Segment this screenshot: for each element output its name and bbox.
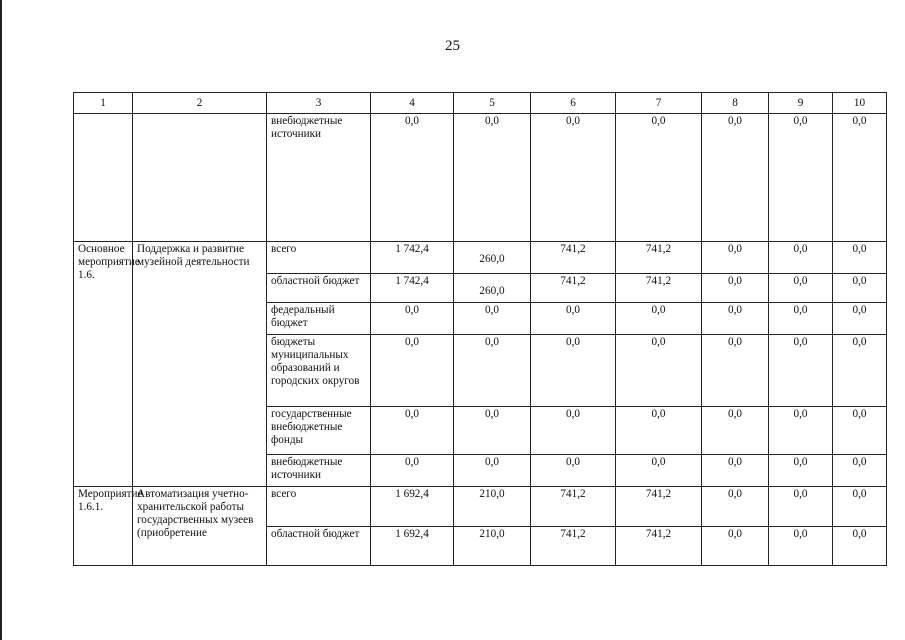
value-cell: 741,2 — [531, 527, 616, 566]
value-cell: 1 742,4 — [371, 242, 454, 274]
budget-table — [73, 92, 887, 566]
value-cell: 741,2 — [531, 242, 616, 274]
value-cell: 741,2 — [616, 527, 702, 566]
table-row — [74, 487, 887, 527]
header-cell: 5 — [454, 93, 531, 114]
value-cell: 0,0 — [769, 407, 833, 455]
funding-source: областной бюджет — [267, 274, 371, 303]
measure-name-cell — [133, 114, 267, 242]
header-row — [74, 93, 887, 114]
value-cell: 0,0 — [371, 407, 454, 455]
value-cell: 0,0 — [769, 455, 833, 487]
value-cell: 0,0 — [454, 114, 531, 242]
value-cell: 1 742,4 — [371, 274, 454, 303]
value-cell: 0,0 — [833, 242, 887, 274]
value-cell: 0,0 — [833, 455, 887, 487]
value-cell: 741,2 — [616, 242, 702, 274]
value-cell: 0,0 — [702, 455, 769, 487]
value-cell: 0,0 — [371, 455, 454, 487]
value-cell: 0,0 — [702, 242, 769, 274]
header-cell: 6 — [531, 93, 616, 114]
value-cell: 210,0 — [454, 487, 531, 527]
value-cell: 0,0 — [371, 114, 454, 242]
measure-id-cell: Мероприятие 1.6.1. — [74, 487, 133, 566]
header-cell: 10 — [833, 93, 887, 114]
funding-source: внебюджетные источники — [267, 114, 371, 242]
value-cell: 0,0 — [702, 335, 769, 407]
value-cell: 741,2 — [616, 274, 702, 303]
value-cell: 0,0 — [616, 407, 702, 455]
table-row — [74, 242, 887, 274]
value-cell: 0,0 — [833, 487, 887, 527]
value-cell: 0,0 — [702, 487, 769, 527]
value-cell: 1 692,4 — [371, 527, 454, 566]
value-cell: 0,0 — [531, 114, 616, 242]
value-cell: 0,0 — [454, 455, 531, 487]
funding-source: всего — [267, 242, 371, 274]
value-cell: 0,0 — [833, 303, 887, 335]
header-cell: 9 — [769, 93, 833, 114]
header-cell: 4 — [371, 93, 454, 114]
value-cell: 260,0 — [454, 242, 531, 274]
value-cell: 0,0 — [454, 407, 531, 455]
funding-source: федеральный бюджет — [267, 303, 371, 335]
funding-source: внебюджетные источники — [267, 455, 371, 487]
measure-id-cell — [74, 114, 133, 242]
funding-source: бюджеты муниципальных образований и городских округов — [267, 335, 371, 407]
value-cell: 0,0 — [769, 242, 833, 274]
value-cell: 0,0 — [702, 274, 769, 303]
value-cell: 260,0 — [454, 274, 531, 303]
header-cell: 7 — [616, 93, 702, 114]
value-cell: 0,0 — [833, 114, 887, 242]
measure-name-cell: Автоматизация учетно-хранительской работы государственных музеев (приобретение — [133, 487, 267, 566]
page-number: 25 — [445, 38, 460, 54]
funding-source: всего — [267, 487, 371, 527]
value-cell: 0,0 — [531, 407, 616, 455]
header-cell: 2 — [133, 93, 267, 114]
value-cell: 0,0 — [769, 527, 833, 566]
value-cell: 0,0 — [702, 303, 769, 335]
value-cell: 0,0 — [616, 303, 702, 335]
header-cell: 8 — [702, 93, 769, 114]
value-cell: 0,0 — [769, 335, 833, 407]
value-cell: 0,0 — [833, 274, 887, 303]
value-cell: 210,0 — [454, 527, 531, 566]
funding-source: государственные внебюджетные фонды — [267, 407, 371, 455]
value-cell: 1 692,4 — [371, 487, 454, 527]
value-cell: 0,0 — [531, 455, 616, 487]
value-cell: 0,0 — [702, 407, 769, 455]
value-cell: 0,0 — [833, 527, 887, 566]
value-cell: 0,0 — [616, 114, 702, 242]
value-cell: 0,0 — [833, 335, 887, 407]
value-cell: 0,0 — [616, 335, 702, 407]
value-cell: 741,2 — [531, 274, 616, 303]
value-cell: 0,0 — [833, 407, 887, 455]
value-cell: 0,0 — [616, 455, 702, 487]
measure-name-cell: Поддержка и развитие музейной деятельности — [133, 242, 267, 487]
value-cell: 0,0 — [769, 114, 833, 242]
funding-source: областной бюджет — [267, 527, 371, 566]
value-cell: 0,0 — [454, 303, 531, 335]
table-row — [74, 114, 887, 242]
value-cell: 0,0 — [531, 303, 616, 335]
value-cell: 0,0 — [531, 335, 616, 407]
header-cell: 1 — [74, 93, 133, 114]
value-cell: 0,0 — [454, 335, 531, 407]
value-cell: 0,0 — [769, 487, 833, 527]
value-cell: 0,0 — [371, 303, 454, 335]
value-cell: 0,0 — [702, 527, 769, 566]
value-cell: 741,2 — [531, 487, 616, 527]
value-cell: 0,0 — [769, 303, 833, 335]
scan-edge-line — [0, 0, 2, 640]
value-cell: 741,2 — [616, 487, 702, 527]
measure-id-cell: Основное мероприятие 1.6. — [74, 242, 133, 487]
value-cell: 0,0 — [769, 274, 833, 303]
header-cell: 3 — [267, 93, 371, 114]
value-cell: 0,0 — [371, 335, 454, 407]
value-cell: 0,0 — [702, 114, 769, 242]
